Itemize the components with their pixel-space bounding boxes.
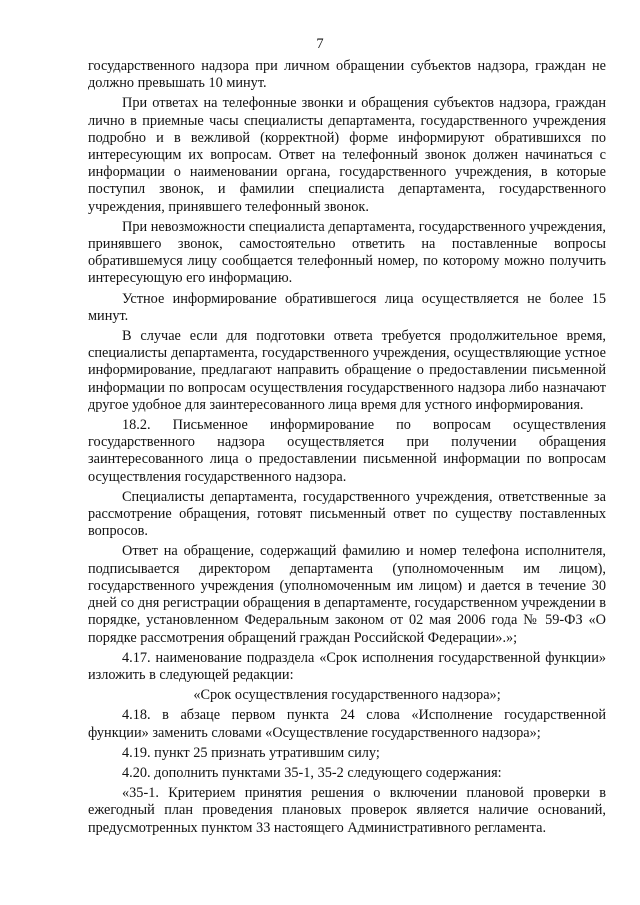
document-body xyxy=(88,58,606,840)
paragraph-6: 18.2. Письменное информирование по вопросам осуществления государственного надзора осуществляется при получении обращения заинтересованного лица о предоставлении письменной информации по вопросам осуществления государственного надзора. xyxy=(88,417,606,485)
paragraph-7: Специалисты департамента, государственного учреждения, ответственные за рассмотрение обращения, готовят письменный ответ по существу поставленных вопросов. xyxy=(88,488,606,540)
paragraph-2: При ответах на телефонные звонки и обращения субъектов надзора, граждан лично в приемные часы специалисты департамента, государственного учреждения подробно и в вежливой (корректной) форме информируют обратившихся по интересующим их вопросам. Ответ на телефонный звонок должен начинаться с информации о наименовании органа, государственного учреждения, в которые поступил звонок, и фамилии специалиста департамента, государственного учреждения, принявшего телефонный звонок. xyxy=(88,95,606,215)
paragraph-9: 4.17. наименование подраздела «Срок исполнения государственной функции» изложить в следующей редакции: xyxy=(88,649,606,683)
paragraph-5: В случае если для подготовки ответа требуется продолжительное время, специалисты департамента, государственного учреждения, осуществляющие устное информирование, предлагают направить обращение о предоставлении письменной информации по вопросам осуществления государственного надзора либо назначают другое удобное для заинтересованного лица время для устного информирования. xyxy=(88,328,606,413)
paragraph-12: 4.19. пункт 25 признать утратившим силу; xyxy=(122,744,380,761)
page-number: 7 xyxy=(316,36,324,52)
paragraph-4: Устное информирование обратившегося лица осуществляется не более 15 минут. xyxy=(88,290,606,324)
paragraph-3: При невозможности специалиста департамента, государственного учреждения, принявшего звонок, самостоятельно ответить на поставленные вопросы обратившемуся лицу сообщается телефонный номер, по которому можно получить интересующую его информацию. xyxy=(88,218,606,287)
paragraph-8: Ответ на обращение, содержащий фамилию и номер телефона исполнителя, подписывается директором департамента (уполномоченным им лицом), государственного учреждения (уполномоченным им лицом) и дается в течение 30 дней со дня регистрации обращения в департаменте, государственном учреждении в порядке, установленном Федеральным законом от 02 мая 2006 года № 59-ФЗ «О порядке рассмотрения обращений граждан Российской Федерации».»; xyxy=(88,543,606,646)
paragraph-11: 4.18. в абзаце первом пункта 24 слова «Исполнение государственной функции» заменить словами «Осуществление государственного надзора»; xyxy=(88,707,606,741)
paragraph-13: 4.20. дополнить пунктами 35-1, 35-2 следующего содержания: xyxy=(122,764,502,781)
paragraph-10: «Срок осуществления государственного надзора»; xyxy=(193,687,501,704)
paragraph-1: государственного надзора при личном обращении субъектов надзора, граждан не должно превышать 10 минут. xyxy=(88,58,606,92)
paragraph-14: «35-1. Критерием принятия решения о включении плановой проверки в ежегодный план проведения плановых проверок является наличие оснований, предусмотренных пунктом 33 настоящего Административного регламента. xyxy=(88,785,606,836)
